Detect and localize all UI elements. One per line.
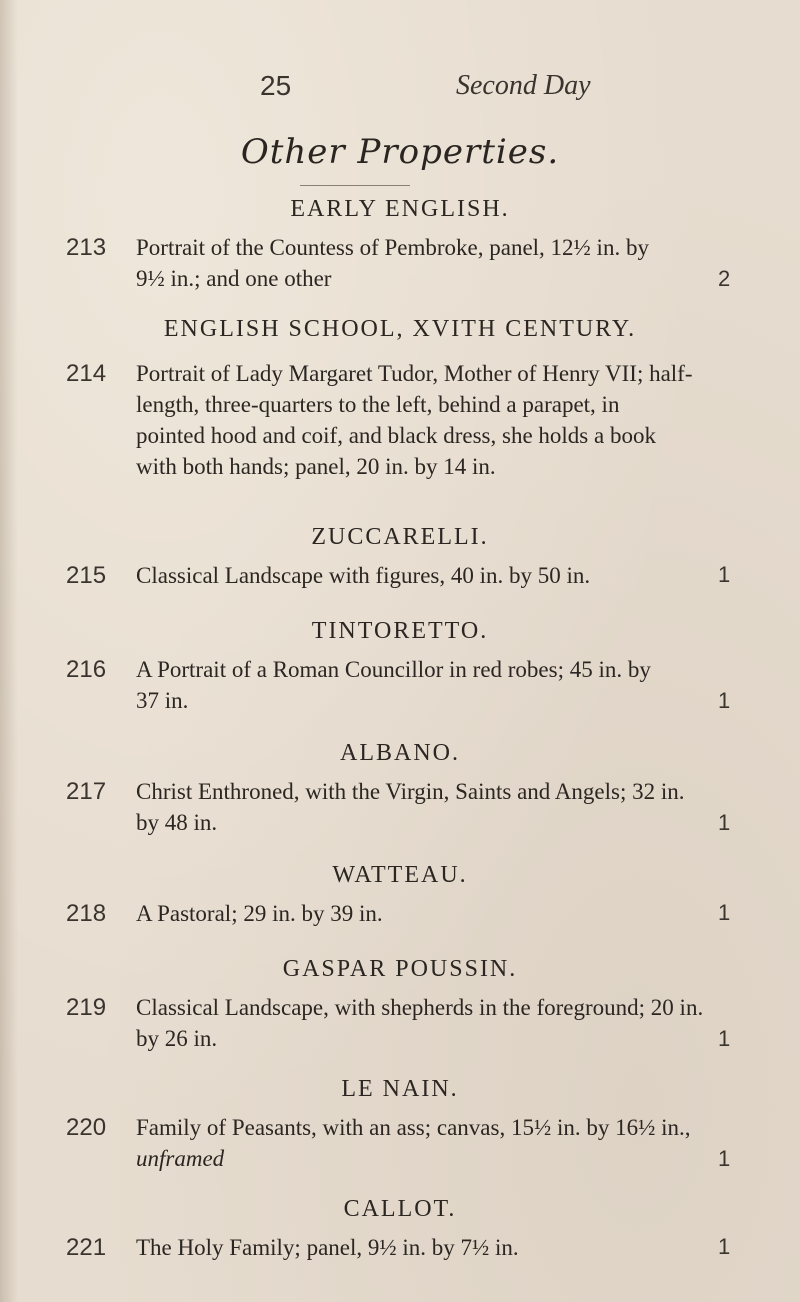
section-title: Other Properties.: [240, 132, 560, 172]
page-number: 25: [260, 70, 292, 101]
lot-number: 214: [66, 360, 107, 387]
description-line: with both hands; panel, 20 in. by 14 in.: [136, 454, 496, 479]
description-line: Portrait of the Countess of Pembroke, panel, 12½ in. by: [136, 235, 649, 260]
artist-heading: ALBANO.: [340, 740, 460, 766]
lot-number: 218: [66, 900, 107, 927]
lot-quantity: 1: [718, 688, 731, 713]
lot-number: 215: [66, 562, 107, 589]
lot-quantity: 2: [718, 266, 731, 291]
lot-description: [136, 358, 726, 482]
description-line: unframed: [136, 1146, 225, 1171]
lot-number: 220: [66, 1114, 107, 1141]
description-line: Classical Landscape, with shepherds in the foreground; 20 in.: [136, 995, 704, 1020]
description-line: pointed hood and coif, and black dress, she holds a book: [136, 423, 656, 448]
lot-quantity: 1: [718, 1234, 731, 1259]
artist-heading: WATTEAU.: [332, 862, 468, 888]
artist-heading: ZUCCARELLI.: [311, 524, 489, 550]
description-line: by 26 in.: [136, 1026, 218, 1051]
lot-description: [136, 1232, 726, 1263]
title-rule: [300, 185, 410, 186]
description-line: 9½ in.; and one other: [136, 266, 332, 291]
description-line: Family of Peasants, with an ass; canvas, 15½ in. by 16½ in.,: [136, 1115, 691, 1140]
lot-description: [136, 1112, 726, 1174]
artist-heading: EARLY ENGLISH.: [290, 196, 510, 222]
artist-heading: ENGLISH SCHOOL, XVITH CENTURY.: [163, 316, 637, 342]
lot-description: [136, 898, 726, 929]
running-head: [0, 70, 800, 110]
description-line: Classical Landscape with figures, 40 in. by 50 in.: [136, 563, 591, 588]
artist-heading: LE NAIN.: [341, 1076, 459, 1102]
lot-description: [136, 992, 726, 1054]
lot-quantity: 1: [718, 1026, 731, 1051]
lot-description: [136, 776, 726, 838]
lot-number: 213: [66, 234, 107, 261]
description-line: 37 in.: [136, 688, 189, 713]
lot-quantity: 1: [718, 562, 731, 587]
lot-number: 219: [66, 994, 107, 1021]
lot-number: 221: [66, 1234, 107, 1261]
description-line: The Holy Family; panel, 9½ in. by 7½ in.: [136, 1235, 519, 1260]
description-line: by 48 in.: [136, 810, 218, 835]
description-line: Christ Enthroned, with the Virgin, Saints and Angels; 32 in.: [136, 779, 685, 804]
lot-quantity: 1: [718, 900, 731, 925]
lot-number: 217: [66, 778, 107, 805]
day-label: Second Day: [456, 70, 591, 101]
lot-quantity: 1: [718, 810, 731, 835]
description-line: Portrait of Lady Margaret Tudor, Mother of Henry VII; half-: [136, 361, 693, 386]
description-line: length, three-quarters to the left, behind a parapet, in: [136, 392, 620, 417]
description-line: A Pastoral; 29 in. by 39 in.: [136, 901, 383, 926]
lot-quantity: 1: [718, 1146, 731, 1171]
artist-heading: TINTORETTO.: [311, 618, 489, 644]
lot-number: 216: [66, 656, 107, 683]
artist-heading: GASPAR POUSSIN.: [282, 956, 518, 982]
description-line: A Portrait of a Roman Councillor in red robes; 45 in. by: [136, 657, 651, 682]
lot-description: [136, 232, 726, 294]
artist-heading: CALLOT.: [343, 1196, 457, 1222]
lot-description: [136, 654, 726, 716]
lot-description: [136, 560, 726, 591]
